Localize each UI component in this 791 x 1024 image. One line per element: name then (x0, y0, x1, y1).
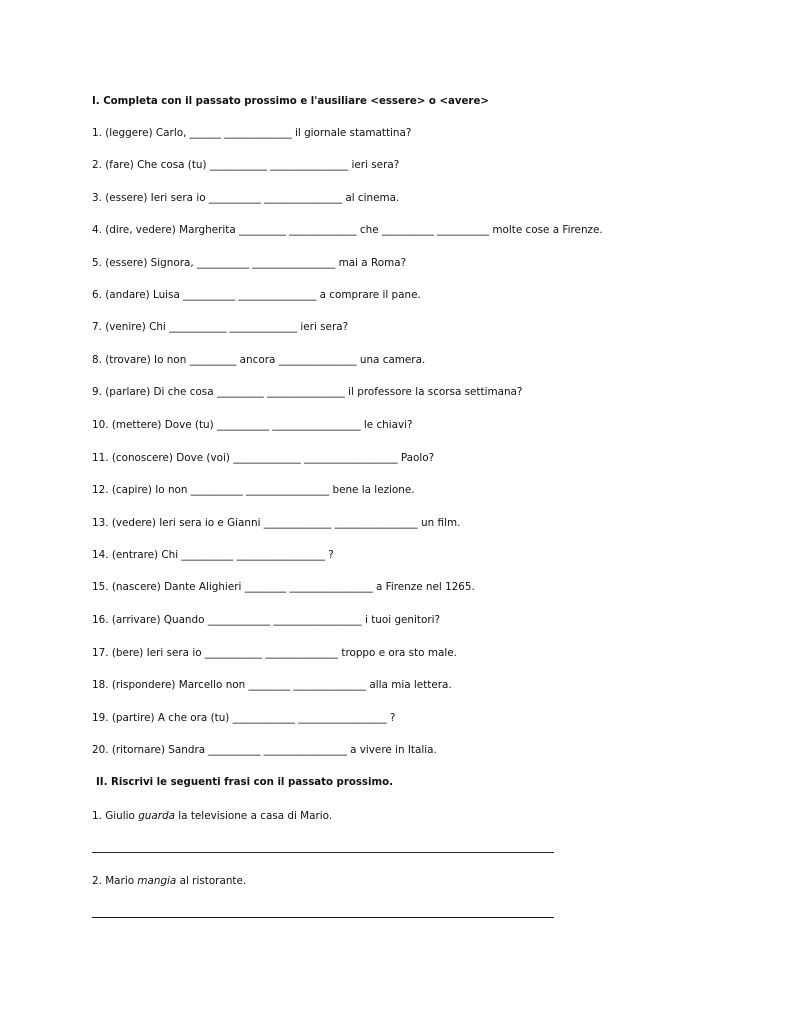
sentence-2-end: al ristorante. (176, 875, 247, 887)
answer-line-2[interactable] (92, 917, 554, 918)
exercise-item-6: 6. (andare) Luisa __________ _______________ a comprare il pane. (92, 289, 421, 301)
sentence-2-verb: mangia (137, 875, 177, 887)
exercise-item-1: 1. (leggere) Carlo, ______ _____________ il giornale stamattina? (92, 127, 412, 139)
exercise-item-2: 2. (fare) Che cosa (tu) ___________ _______________ ieri sera? (92, 159, 400, 171)
exercise-item-19: 19. (partire) A che ora (tu) ____________ _________________ ? (92, 712, 396, 724)
exercise-item-4: 4. (dire, vedere) Margherita _________ _____________ che __________ __________ molte cose a Firenze. (92, 224, 603, 236)
exercise-item-13: 13. (vedere) Ieri sera io e Gianni _____________ ________________ un film. (92, 517, 461, 529)
sentence-1-end: la televisione a casa di Mario. (174, 810, 333, 822)
section-2-heading: II. Riscrivi le seguenti frasi con il passato prossimo. (96, 777, 393, 788)
exercise-item-9: 9. (parlare) Di che cosa _________ _______________ il professore la scorsa settimana? (92, 386, 523, 398)
exercise-item-14: 14. (entrare) Chi __________ _________________ ? (92, 549, 334, 561)
exercise-item-18: 18. (rispondere) Marcello non ________ ______________ alla mia lettera. (92, 679, 452, 691)
sentence-1-verb: guarda (138, 810, 175, 822)
exercise-item-10: 10. (mettere) Dove (tu) __________ _________________ le chiavi? (92, 419, 413, 431)
exercise-item-8: 8. (trovare) Io non _________ ancora _______________ una camera. (92, 354, 426, 366)
exercise-item-16: 16. (arrivare) Quando ____________ _________________ i tuoi genitori? (92, 614, 441, 626)
exercise-item-17: 17. (bere) Ieri sera io ___________ ______________ troppo e ora sto male. (92, 647, 457, 659)
exercise-item-15: 15. (nascere) Dante Alighieri ________ ________________ a Firenze nel 1265. (92, 581, 475, 593)
exercise-item-5: 5. (essere) Signora, __________ ________________ mai a Roma? (92, 257, 407, 269)
sentence-2-start: 2. Mario (92, 875, 138, 887)
rewrite-sentence-2 (92, 874, 246, 888)
exercise-item-7: 7. (venire) Chi ___________ _____________ ieri sera? (92, 321, 349, 333)
exercise-item-12: 12. (capire) Io non __________ ________________ bene la lezione. (92, 484, 415, 496)
exercise-item-11: 11. (conoscere) Dove (voi) _____________ __________________ Paolo? (92, 452, 435, 464)
exercise-item-3: 3. (essere) Ieri sera io __________ _______________ al cinema. (92, 192, 400, 204)
answer-line-1[interactable] (92, 852, 554, 853)
section-1-heading: I. Completa con il passato prossimo e l'ausiliare <essere> o <avere> (92, 96, 489, 107)
sentence-1-start: 1. Giulio (92, 810, 139, 822)
exercise-item-20: 20. (ritornare) Sandra __________ ________________ a vivere in Italia. (92, 744, 437, 756)
rewrite-sentence-1 (92, 809, 332, 823)
